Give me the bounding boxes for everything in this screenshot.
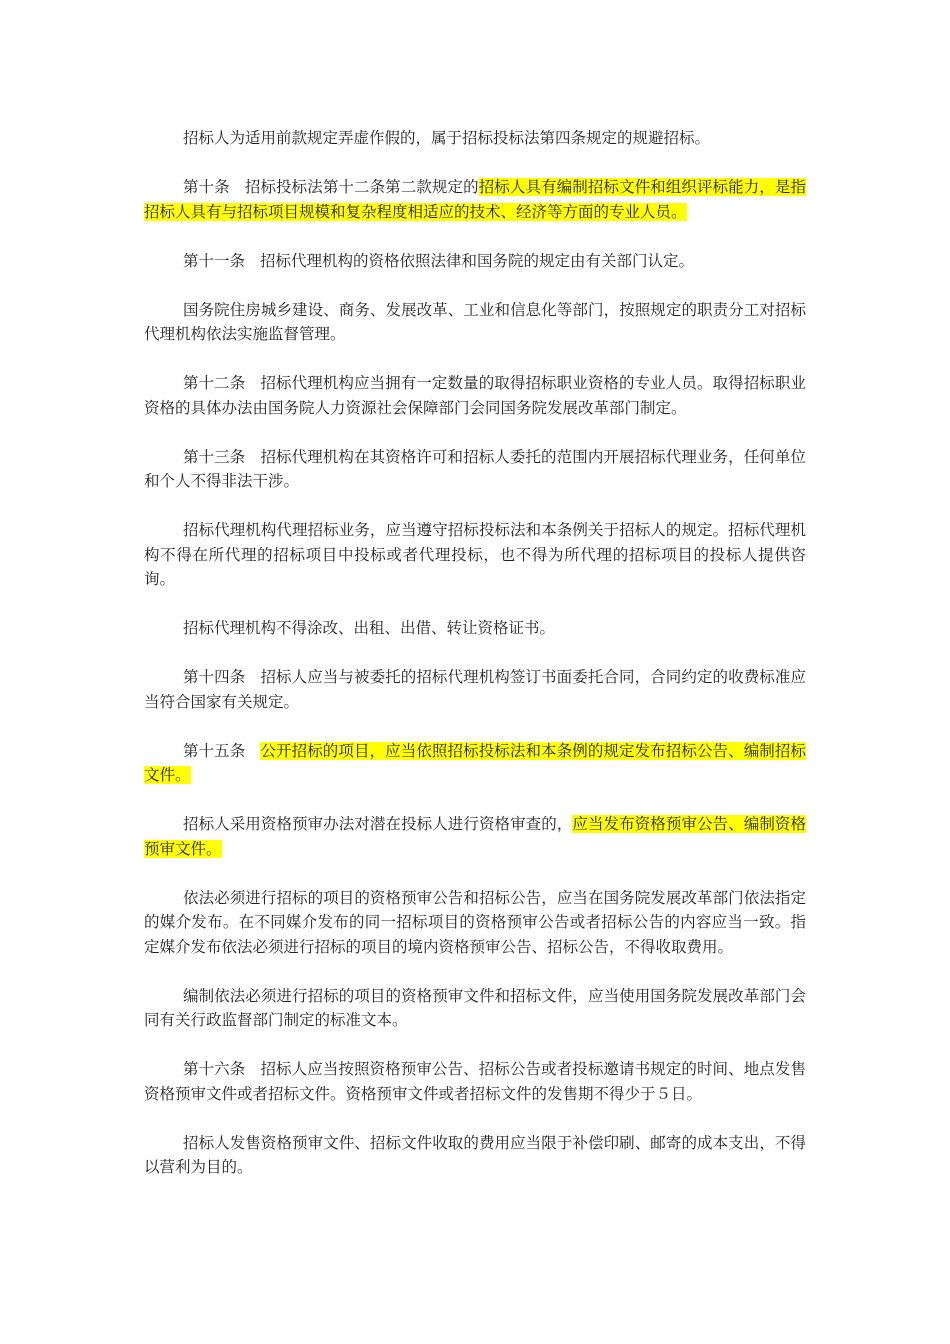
paragraph: [144, 984, 806, 1033]
article-number: 第十五条: [183, 741, 246, 760]
highlighted-text: 应当发布资格预审公告、编制资格预审文件。: [144, 815, 806, 858]
paragraph: [144, 1057, 806, 1106]
paragraph-text: 依法必须进行招标的项目的资格预审公告和招标公告，应当在国务院发展改革部门依法指定的媒介发布。在不同媒介发布的同一招标项目的资格预审公告或者招标公告的内容应当一致。指定媒介发布依法必须进行招标的项目的境内资格预审公告、招标公告，不得收取费用。: [144, 888, 806, 956]
paragraph: [144, 886, 806, 960]
paragraph-text: 国务院住房城乡建设、商务、发展改革、工业和信息化等部门，按照规定的职责分工对招标代理机构依法实施监督管理。: [144, 300, 806, 343]
paragraph: [144, 812, 806, 861]
paragraph-text: 招标代理机构代理招标业务，应当遵守招标投标法和本条例关于招标人的规定。招标代理机构不得在所代理的招标项目中投标或者代理投标，也不得为所代理的招标项目的投标人提供咨询。: [144, 521, 806, 588]
paragraph-text: 编制依法必须进行招标的项目的资格预审文件和招标文件，应当使用国务院发展改革部门会同有关行政监督部门制定的标准文本。: [144, 986, 806, 1029]
paragraph-text: 招标人发售资格预审文件、招标文件收取的费用应当限于补偿印刷、邮寄的成本支出，不得以营利为目的。: [144, 1133, 806, 1176]
paragraph-text: 招标代理机构的资格依照法律和国务院的规定由有关部门认定。: [260, 251, 695, 270]
paragraph: [144, 665, 806, 714]
article-number: 第十条: [183, 178, 230, 196]
article-number: 第十四条: [183, 668, 246, 686]
paragraph: [144, 518, 806, 592]
paragraph-text: 招标人应当与被委托的招标代理机构签订书面委托合同，合同约定的收费标准应当符合国家有关规定。: [144, 668, 806, 711]
article-number: 第十二条: [183, 374, 246, 392]
paragraph: [144, 616, 806, 641]
paragraph-text: 招标代理机构不得涂改、出租、出借、转让资格证书。: [183, 619, 556, 637]
highlighted-text: 公开招标的项目，应当依照招标投标法和本条例的规定发布招标公告、编制招标文件。: [144, 741, 806, 784]
paragraph-text: 招标投标法第十二条第二款规定的: [244, 178, 479, 196]
highlighted-text: 招标人具有编制招标文件和组织评标能力，是指招标人具有与招标项目规模和复杂程度相适应的技术、经济等方面的专业人员。: [144, 178, 806, 221]
article-number: 第十三条: [183, 447, 246, 466]
article-number: 第十六条: [183, 1060, 246, 1078]
paragraph-text: 招标代理机构在其资格许可和招标人委托的范围内开展招标代理业务，任何单位和个人不得非法干涉。: [144, 447, 806, 490]
paragraph-text: 招标代理机构应当拥有一定数量的取得招标职业资格的专业人员。取得招标职业资格的具体办法由国务院人力资源社会保障部门会同国务院发展改革部门制定。: [144, 374, 806, 417]
paragraph: [144, 445, 806, 494]
paragraph-text: 招标人采用资格预审办法对潜在投标人进行资格审查的，: [183, 815, 573, 833]
article-number: 第十一条: [183, 251, 246, 270]
paragraph: [144, 249, 806, 274]
paragraph-text: 招标人为适用前款规定弄虚作假的，属于招标投标法第四条规定的规避招标。: [183, 129, 711, 147]
paragraph-text: 招标人应当按照资格预审公告、招标公告或者投标邀请书规定的时间、地点发售资格预审文件或者招标文件。资格预审文件或者招标文件的发售期不得少于５日。: [144, 1060, 806, 1103]
paragraph: [144, 126, 806, 151]
paragraph: [144, 298, 806, 347]
paragraph: [144, 175, 806, 224]
paragraph: [144, 739, 806, 788]
document-body: [144, 126, 806, 1204]
paragraph: [144, 371, 806, 420]
paragraph: [144, 1131, 806, 1180]
